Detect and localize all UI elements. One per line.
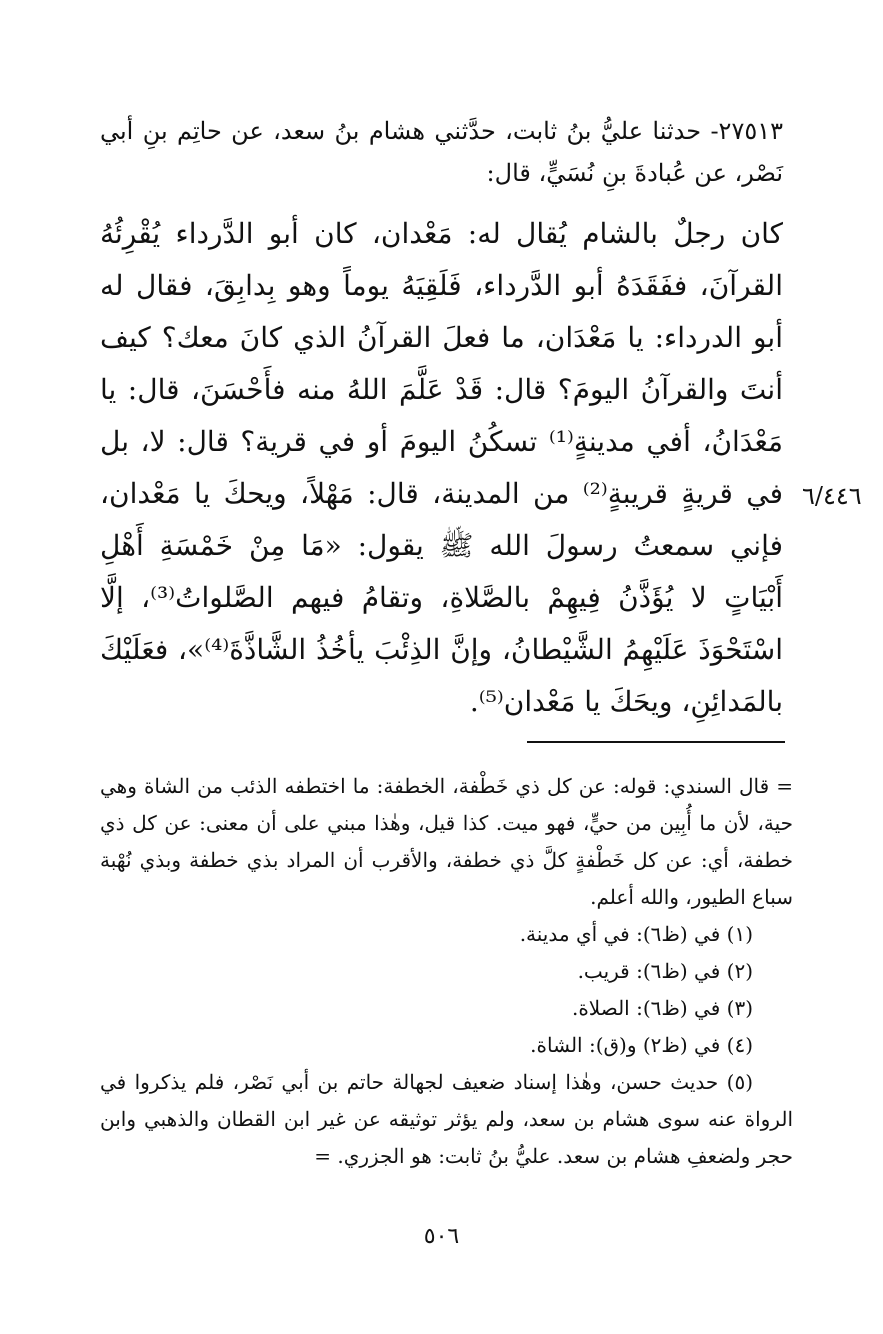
footnote-2: (٢) في (ظ٦): قريب. — [577, 959, 753, 983]
footnote-1: (١) في (ظ٦): في أي مدينة. — [519, 922, 753, 946]
footnote-3: (٣) في (ظ٦): الصلاة. — [571, 996, 753, 1020]
footnote-separator — [527, 741, 785, 743]
hadith-header: ٢٧٥١٣- حدثنا عليُّ بنُ ثابت، حدَّثني هشام بنُ سعد، عن حاتِم بنِ أبي نَصْر، عن عُبادةَ بنِ نُسَيٍّ، قال: — [100, 117, 783, 187]
footnote-continuation: = قال السندي: قوله: عن كل ذي خَطْفة، الخطفة: ما اختطفه الذئب من الشاة وهي حية، لأن ما أُبِين من حيٍّ، فهو ميت. كذا قيل، وهٰذا مبني على أن معنى: عن كل ذي خطفة، أي: عن كل خَطْفةٍ كلَّ ذي خطفة، والأقرب أن المراد بذي خطفة وبذي نُهْبة سباع الطيور، والله أعلم. — [100, 774, 793, 909]
footnotes — [100, 768, 793, 1175]
footnote-4: (٤) في (ظ٢) و(ق): الشاة. — [530, 1033, 753, 1057]
margin-volume-page-reference: ٦/٤٤٦ — [802, 482, 862, 510]
footnote-5: (٥) حديث حسن، وهٰذا إسناد ضعيف لجهالة حاتم بن أبي نَصْر، فلم يذكروا في الرواة عنه سوى هشام بن سعد، ولم يؤثر توثيقه عن غير ابن القطان والذهبي وابن حجر ولضعفِ هشام بن سعد. عليُّ بنُ ثابت: هو الجزري. = — [100, 1070, 793, 1168]
hadith-text: كان رجلٌ بالشام يُقال له: مَعْدان، كان أبو الدَّرداء يُقْرِئُهُ القرآنَ، ففَقَدَهُ أبو الدَّرداء، فَلَقِيَهُ يوماً وهو بِدابِقَ، فقال له أبو الدرداء: يا مَعْدَان، ما فعلَ القرآنُ الذي كانَ معك؟ كيف أنتَ والقرآنُ اليومَ؟ قال: قَدْ عَلَّمَ اللهُ منه فأَحْسَنَ، قال: يا مَعْدَانُ، أفي مدينةٍ⁽¹⁾ تسكُنُ اليومَ أو في قرية؟ قال: لا، بل في قريةٍ قريبةٍ⁽²⁾ من المدينة، قال: مَهْلاً، ويحكَ يا مَعْدان، فإني سمعتُ رسولَ الله ﷺ يقول: «مَا مِنْ خَمْسَةِ أَهْلِ أَبْيَاتٍ لا يُؤَذَّنُ فِيهِمْ بالصَّلاةِ، وتقامُ فيهم الصَّلواتُ⁽³⁾، إلَّا اسْتَحْوَذَ عَلَيْهِمُ الشَّيْطانُ، وإنَّ الذِئْبَ يأخُذُ الشَّاذَّةَ⁽⁴⁾»، فعَلَيْكَ بالمَدائِنِ، ويحَكَ يا مَعْدان⁽⁵⁾. — [100, 217, 784, 718]
page-number: ٥٠٦ — [423, 1224, 460, 1249]
